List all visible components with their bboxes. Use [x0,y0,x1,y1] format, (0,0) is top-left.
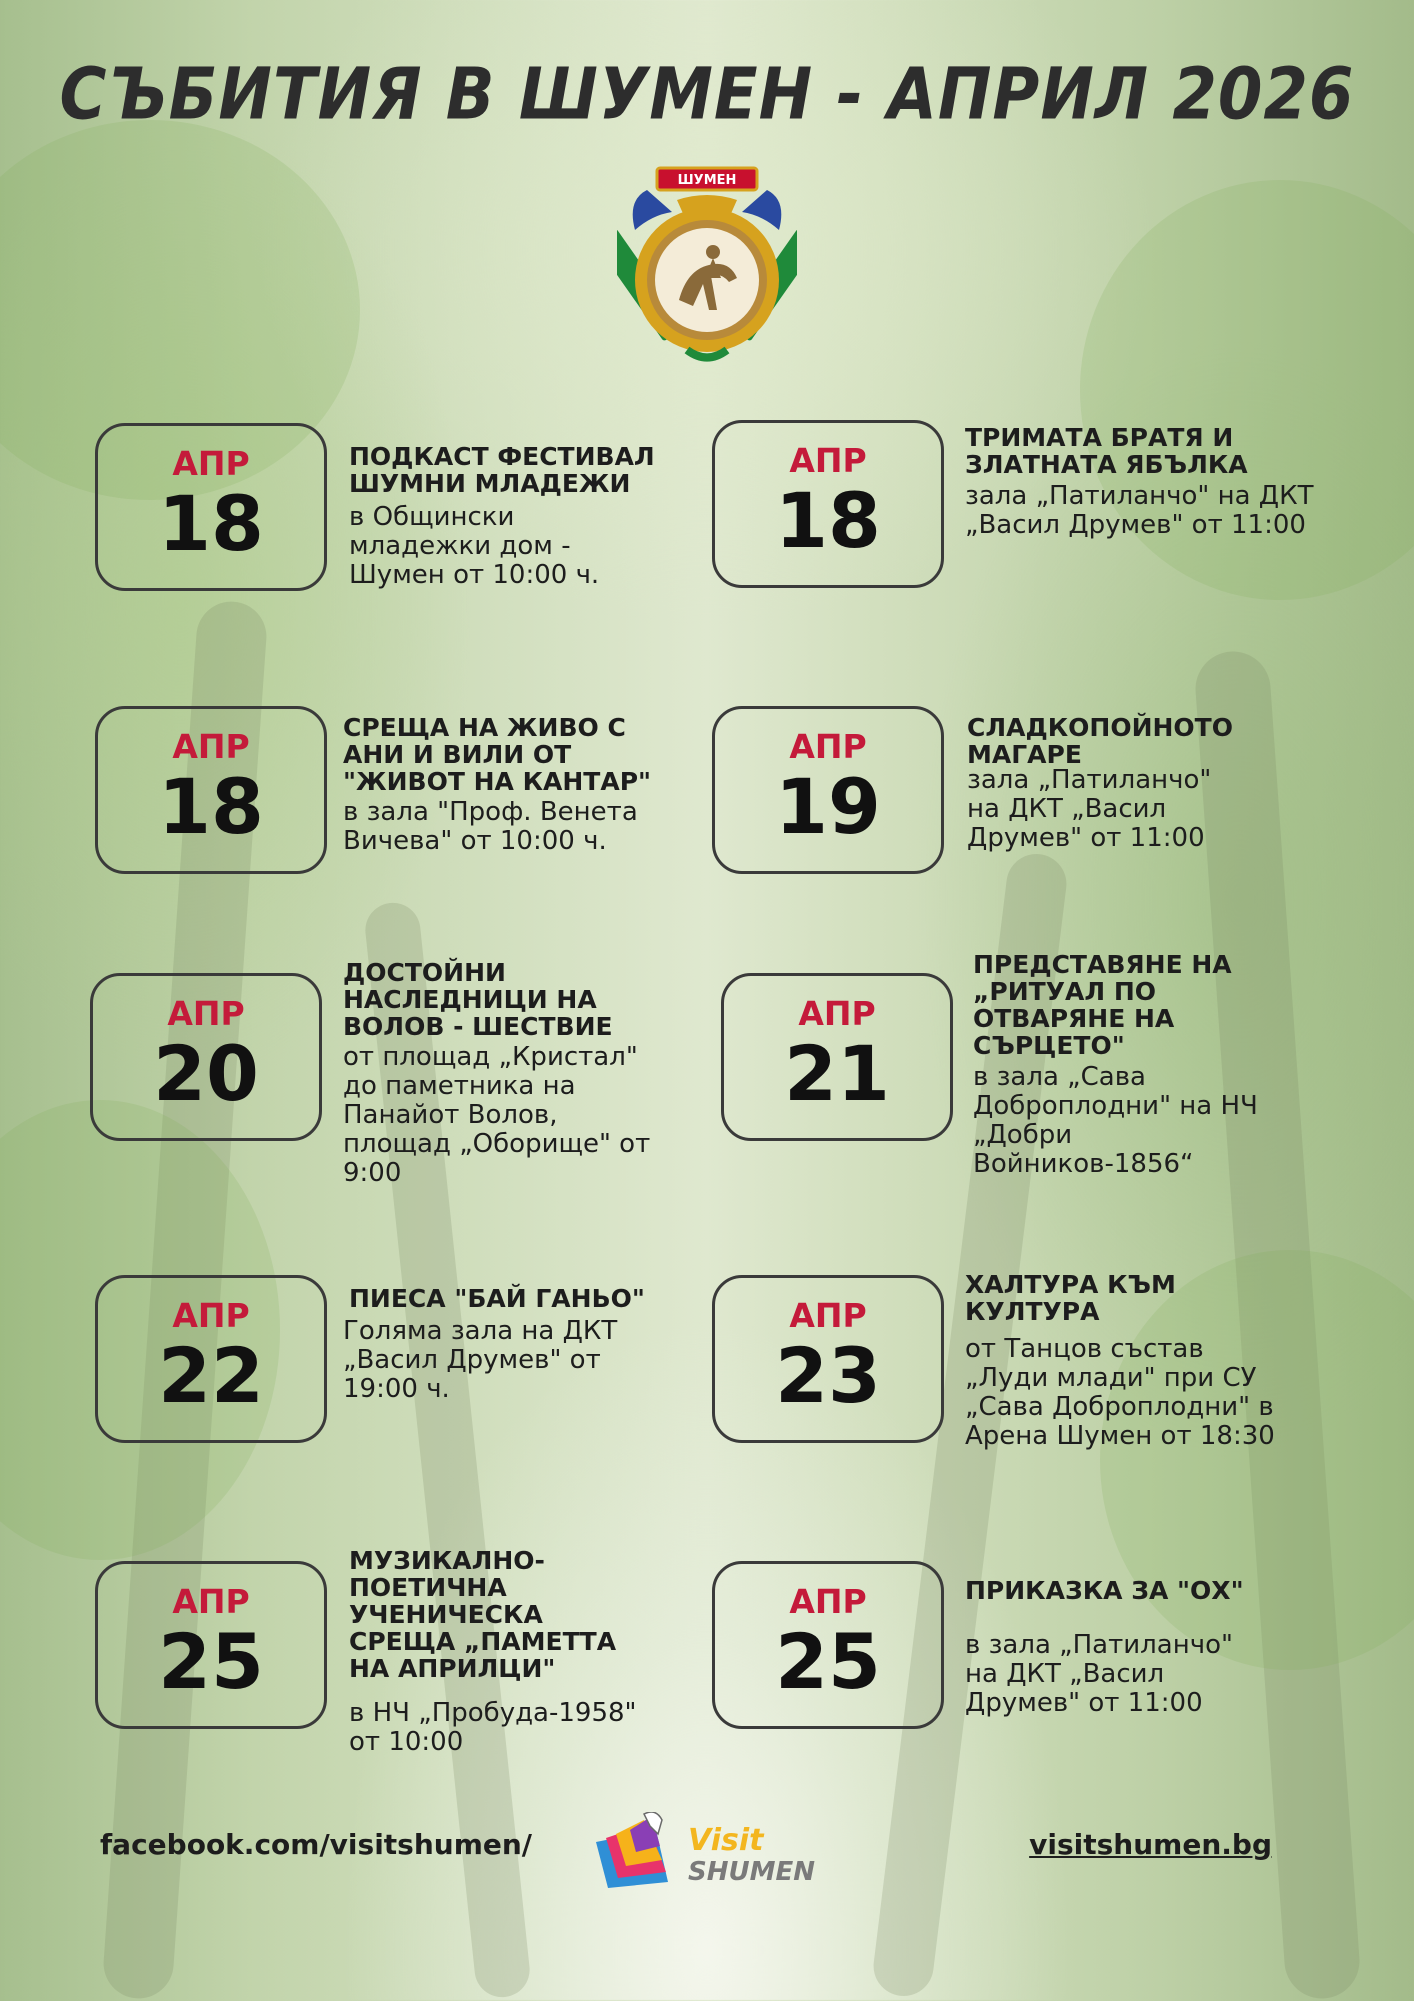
date-box [712,706,944,874]
event-month: АПР [167,994,245,1033]
event-title: ПРИКАЗКА ЗА "ОХ" [965,1576,1244,1605]
event-title: ДОСТОЙНИ НАСЛЕДНИЦИ НА ВОЛОВ - ШЕСТВИЕ [343,958,613,1041]
event-description: в зала „Сава Доброплодни" на НЧ „Добри Войников-1856“ [973,1062,1258,1179]
date-box [90,973,322,1141]
event-day: 18 [158,479,264,568]
event-month: АПР [789,1582,867,1621]
event-day: 22 [158,1331,264,1420]
event-month: АПР [172,444,250,483]
logo-visit-word: Visit [688,1823,764,1858]
event-day: 21 [784,1029,890,1118]
event-month: АПР [789,727,867,766]
date-box [721,973,953,1141]
logo-shumen-word: SHUMEN [688,1857,815,1887]
event-day: 25 [158,1617,264,1706]
event-month: АПР [172,1296,250,1335]
event-title: СРЕЩА НА ЖИВО С АНИ И ВИЛИ ОТ "ЖИВОТ НА КАНТАР" [343,713,652,796]
event-day: 20 [153,1029,259,1118]
event-title: СЛАДКОПОЙНОТО МАГАРЕ [967,713,1233,769]
crest-label: ШУМЕН [677,173,737,188]
date-box [712,1561,944,1729]
event-month: АПР [789,1296,867,1335]
event-title: ТРИМАТА БРАТЯ И ЗЛАТНАТА ЯБЪЛКА [965,423,1248,479]
date-box [95,423,327,591]
event-title: ПОДКАСТ ФЕСТИВАЛ ШУМНИ МЛАДЕЖИ [349,442,655,498]
event-description: в зала „Патиланчо" на ДКТ „Васил Друмев" от 11:00 [965,1630,1233,1718]
event-title: ПИЕСА "БАЙ ГАНЬО" [349,1284,645,1313]
event-title: ХАЛТУРА КЪМ КУЛТУРА [965,1270,1176,1326]
date-box [95,706,327,874]
event-description: Голяма зала на ДКТ „Васил Друмев" от 19:00 ч. [343,1316,618,1404]
event-day: 25 [775,1617,881,1706]
event-description: зала „Патиланчо" на ДКТ „Васил Друмев" от 11:00 [965,481,1314,540]
event-month: АПР [789,441,867,480]
date-box [95,1561,327,1729]
event-day: 18 [775,476,881,565]
date-box [712,1275,944,1443]
shumen-coat-of-arms [617,160,797,370]
event-description: в Общински младежки дом - Шумен от 10:00 ч. [349,502,600,590]
date-box [95,1275,327,1443]
event-description: в зала "Проф. Венета Вичева" от 10:00 ч. [343,797,638,856]
event-month: АПР [172,1582,250,1621]
event-day: 18 [158,762,264,851]
website-link[interactable]: visitshumen.bg [1029,1828,1272,1861]
event-month: АПР [172,727,250,766]
event-title: ПРЕДСТАВЯНЕ НА „РИТУАЛ ПО ОТВАРЯНЕ НА СЪРЦЕТО" [973,950,1232,1060]
facebook-link[interactable]: facebook.com/visitshumen/ [100,1828,533,1861]
event-day: 23 [775,1331,881,1420]
event-description: от площад „Кристал" до паметника на Панайот Волов, площад „Оборище" от 9:00 [343,1042,651,1188]
event-description: в НЧ „Пробуда-1958" от 10:00 [349,1698,637,1757]
page-title: СЪБИТИЯ В ШУМЕН - АПРИЛ 2026 [59,53,1355,137]
event-title: МУЗИКАЛНО-ПОЕТИЧНА УЧЕНИЧЕСКА СРЕЩА „ПАМЕТТА НА АПРИЛЦИ" [349,1546,617,1683]
event-day: 19 [775,762,881,851]
visit-shumen-logo [596,1812,822,1892]
event-description: от Танцов състав „Луди млади" при СУ „Сава Доброплодни" в Арена Шумен от 18:30 [965,1334,1275,1451]
event-month: АПР [798,994,876,1033]
date-box [712,420,944,588]
event-description: зала „Патиланчо" на ДКТ „Васил Друмев" от 11:00 [967,765,1212,853]
